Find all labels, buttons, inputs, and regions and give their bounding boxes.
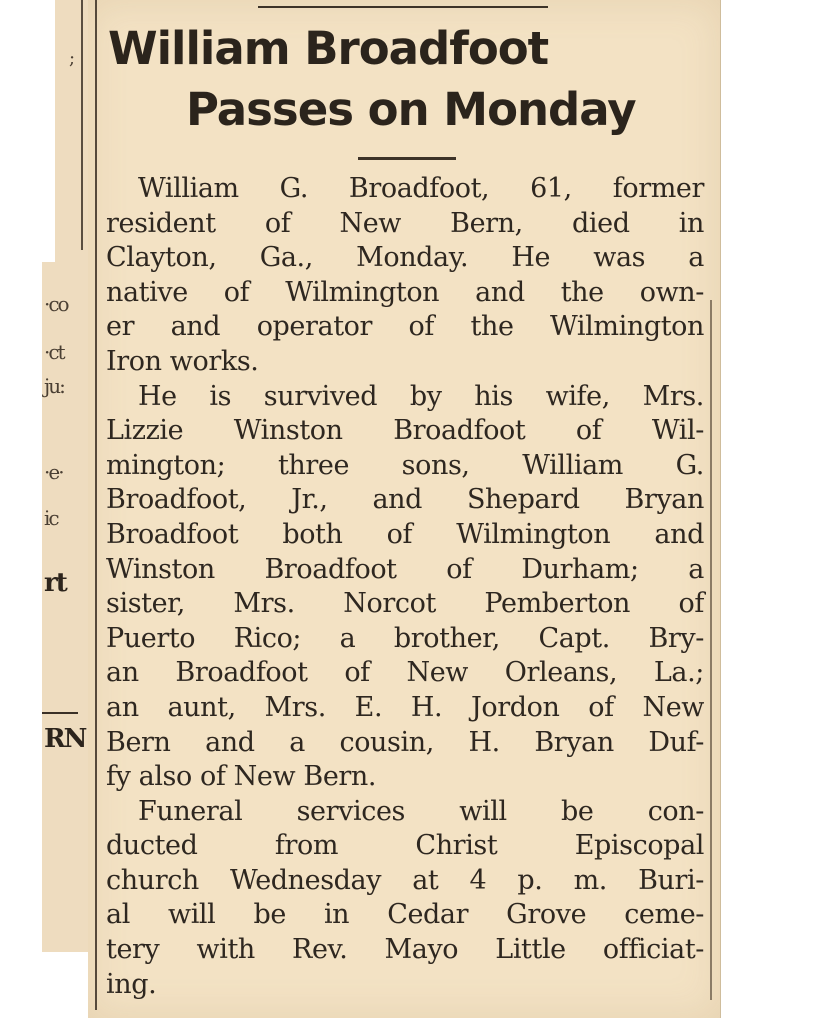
text-line: an aunt, Mrs. E. H. Jordon of New [106, 691, 704, 723]
text-line: Clayton, Ga., Monday. He was a [106, 242, 704, 274]
text-line: ducted from Christ Episcopal [106, 830, 704, 862]
text-line: al will be in Cedar Grove ceme- [106, 899, 704, 931]
text-line: church Wednesday at 4 p. m. Buri- [106, 864, 704, 896]
column-rule-left [95, 0, 97, 1010]
text-line: Puerto Rico; a brother, Capt. Bry- [106, 622, 704, 654]
text-line: William G. Broadfoot, 61, former [138, 173, 704, 204]
headline-line-1: William Broadfoot [108, 22, 549, 75]
text-line: mington; three sons, William G. [106, 449, 704, 481]
text-line: er and operator of the Wilmington [106, 311, 704, 343]
headline [104, 18, 714, 140]
text-line: an Broadfoot of New Orleans, La.; [106, 657, 704, 689]
headline-line-2: Passes on Monday [186, 83, 636, 137]
adjacent-column-fragment: ju: [44, 374, 64, 398]
text-line: Iron works. [106, 345, 259, 377]
paragraph [106, 380, 704, 795]
newspaper-clipping [88, 0, 721, 1018]
adjacent-column-fragment: ; [69, 48, 76, 69]
paragraph [106, 172, 704, 380]
adjacent-column-fragment: ic [44, 506, 58, 530]
text-line: He is survived by his wife, Mrs. [138, 380, 704, 412]
top-rule [258, 6, 548, 8]
text-line: Broadfoot both of Wilmington and [106, 518, 704, 550]
text-line: native of Wilmington and the own- [106, 276, 704, 308]
adjacent-column-fragment: RN [44, 724, 86, 754]
adjacent-column-rule [42, 712, 78, 714]
column-divider [81, 0, 83, 250]
column-rule-right [710, 300, 712, 1000]
article-body [106, 172, 704, 1002]
text-line: Lizzie Winston Broadfoot of Wil- [106, 415, 704, 447]
text-line: tery with Rev. Mayo Little officiat- [106, 934, 704, 966]
text-line: Winston Broadfoot of Durham; a [106, 553, 704, 585]
adjacent-column-fragment: ·e· [44, 460, 63, 484]
text-line: Broadfoot, Jr., and Shepard Bryan [106, 484, 704, 516]
adjacent-column-fragment: rt [44, 568, 66, 598]
text-line: Funeral services will be con- [138, 795, 704, 827]
paragraph [106, 795, 704, 1003]
text-line: resident of New Bern, died in [106, 207, 704, 239]
text-line: ing. [106, 968, 157, 1000]
adjacent-column-fragment: ·co [44, 292, 68, 316]
adjacent-column-fragment: ·ct [44, 340, 64, 364]
text-line: sister, Mrs. Norcot Pemberton of [106, 588, 704, 620]
adjacent-column-remnant [42, 262, 91, 952]
headline-divider [358, 157, 456, 160]
text-line: fy also of New Bern. [106, 761, 377, 793]
text-line: Bern and a cousin, H. Bryan Duf- [106, 726, 704, 758]
